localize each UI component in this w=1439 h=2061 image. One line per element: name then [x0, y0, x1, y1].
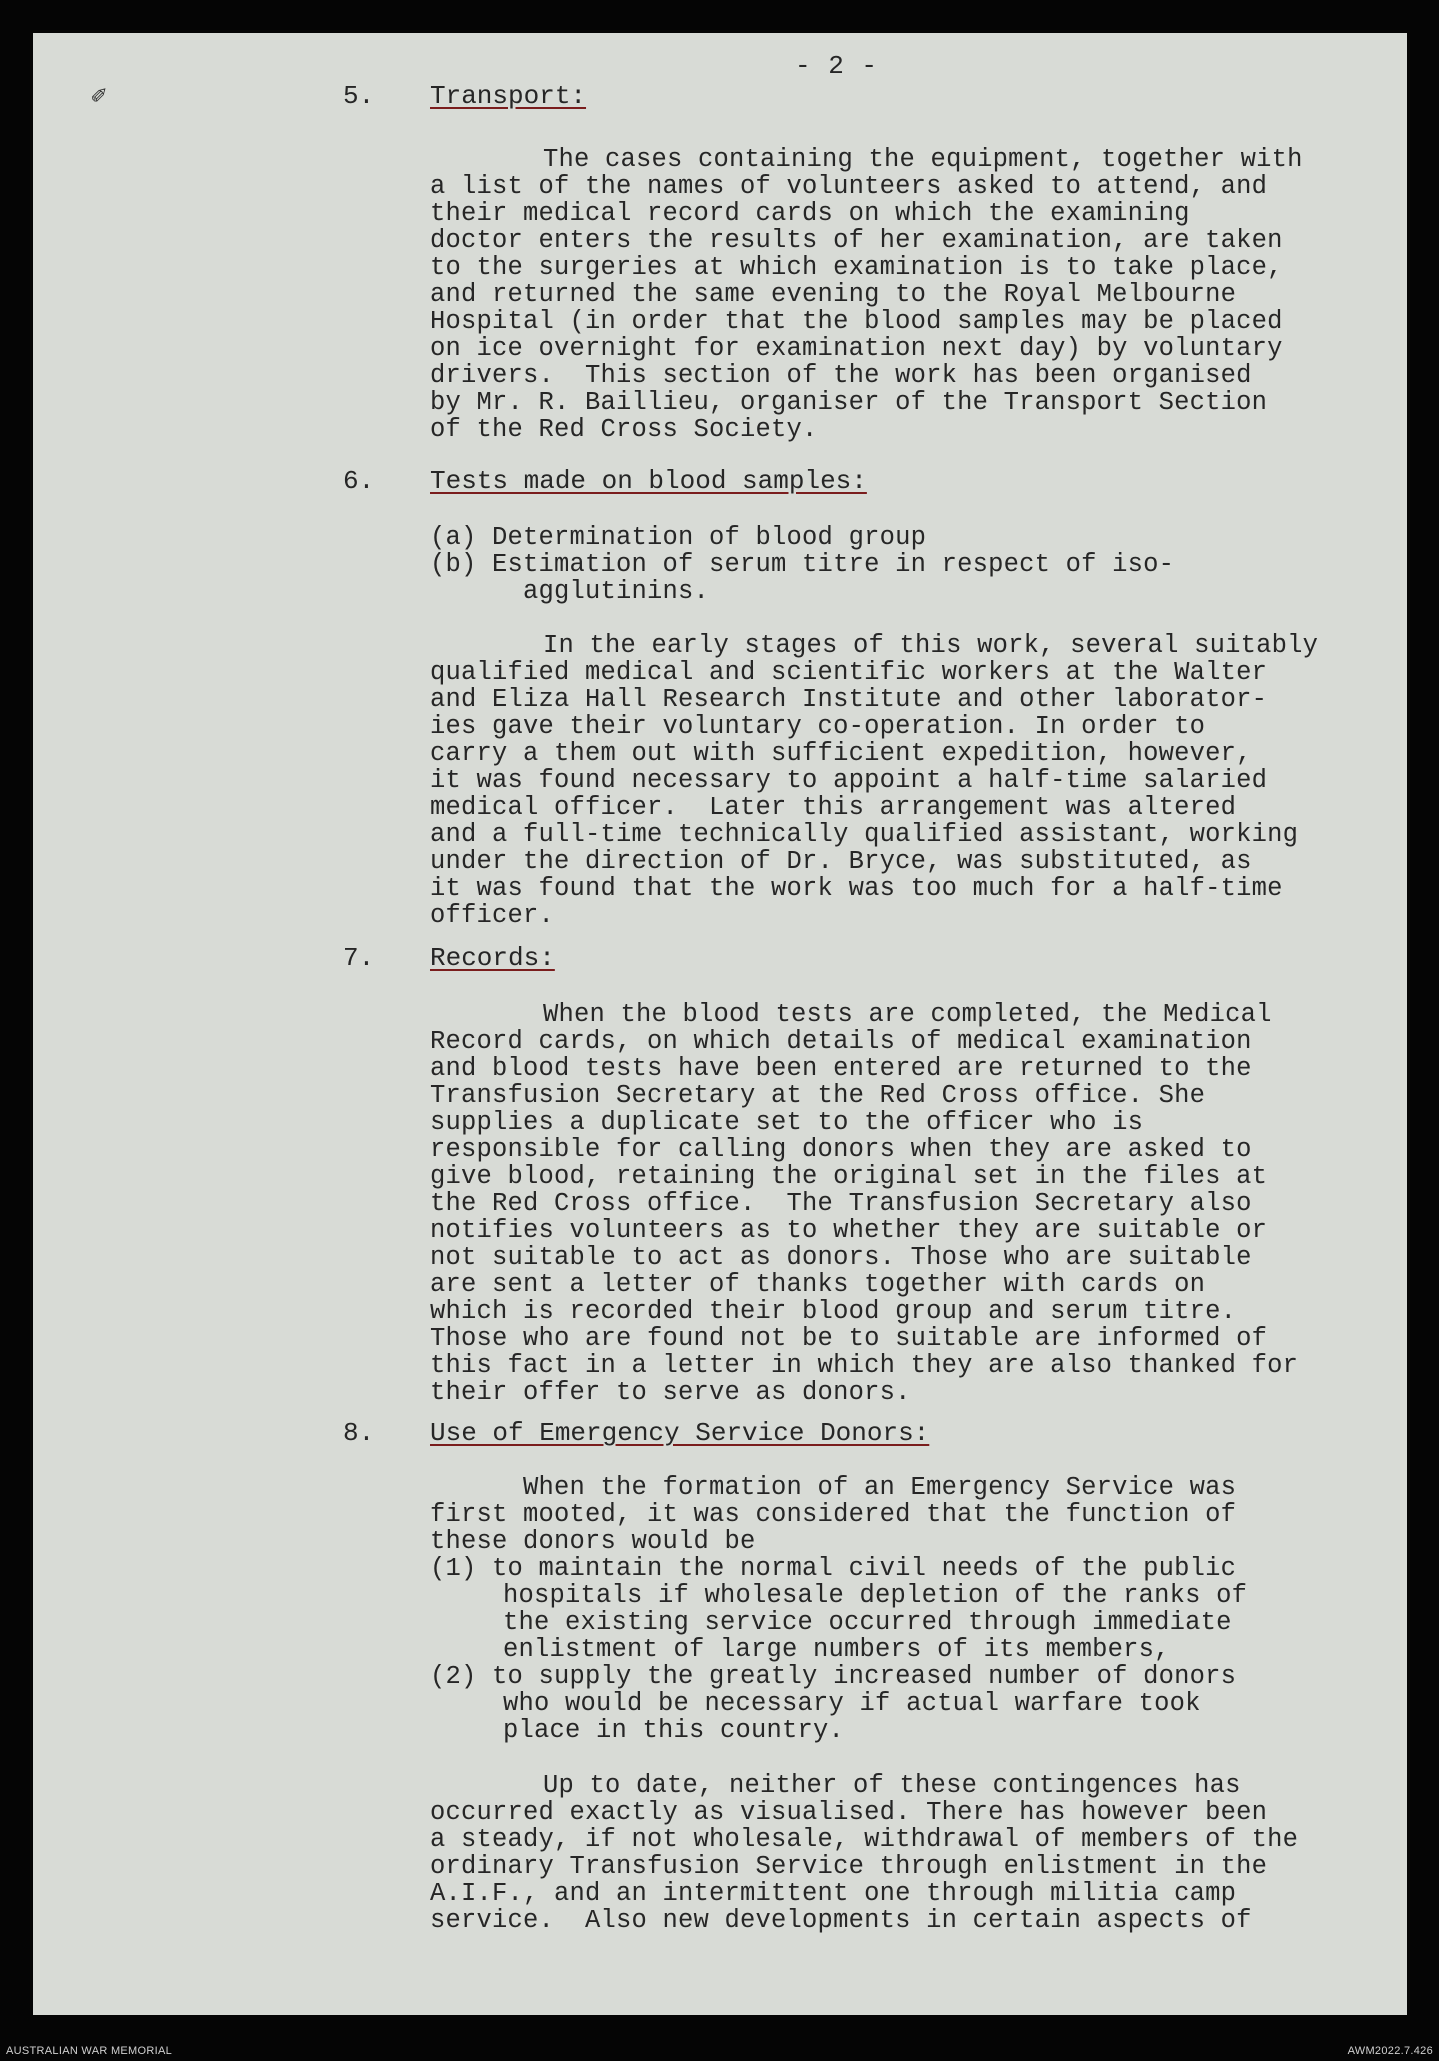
text-line: a steady, if not wholesale, withdrawal of members of the	[430, 1825, 1299, 1854]
text-line: ies gave their voluntary co-operation. In order to	[430, 712, 1206, 741]
footer-left: AUSTRALIAN WAR MEMORIAL	[6, 2045, 173, 2057]
text-line: hospitals if wholesale depletion of the ranks of	[503, 1581, 1248, 1610]
page-number: - 2 -	[795, 51, 879, 81]
section-number: 8.	[343, 1418, 375, 1448]
text-line: the Red Cross office. The Transfusion Secretary also	[430, 1189, 1252, 1218]
pencil-mark: ✐	[91, 82, 107, 112]
text-line: responsible for calling donors when they are asked to	[430, 1135, 1252, 1164]
text-line: Those who are found not be to suitable are informed of	[430, 1324, 1268, 1353]
text-line: which is recorded their blood group and serum titre.	[430, 1297, 1237, 1326]
text-line: it was found that the work was too much for a half-time	[430, 874, 1283, 903]
text-line: place in this country.	[503, 1716, 845, 1745]
text-line: agglutinins.	[523, 577, 710, 606]
text-line: give blood, retaining the original set in the files at	[430, 1162, 1268, 1191]
section-heading: Use of Emergency Service Donors:	[430, 1418, 930, 1448]
text-line: Up to date, neither of these contingences has	[543, 1771, 1241, 1800]
text-line: a list of the names of volunteers asked to attend, and	[430, 172, 1268, 201]
text-line: not suitable to act as donors. Those who are suitable	[430, 1243, 1252, 1272]
text-line: (a) Determination of blood group	[430, 523, 927, 552]
text-line: supplies a duplicate set to the officer who is	[430, 1108, 1144, 1137]
document-page	[33, 33, 1407, 2015]
text-line: and a full-time technically qualified assistant, working	[430, 820, 1299, 849]
text-line: the existing service occurred through immediate	[503, 1608, 1232, 1637]
section-number: 6.	[343, 466, 375, 496]
text-line: (b) Estimation of serum titre in respect of iso-	[430, 550, 1175, 579]
text-line: In the early stages of this work, several suitably	[543, 631, 1319, 660]
text-line: are sent a letter of thanks together with cards on	[430, 1270, 1206, 1299]
text-line: Hospital (in order that the blood samples may be placed	[430, 307, 1283, 336]
text-line: who would be necessary if actual warfare took	[503, 1689, 1201, 1718]
text-line: on ice overnight for examination next day) by voluntary	[430, 334, 1283, 363]
text-line: (1) to maintain the normal civil needs of the public	[430, 1554, 1237, 1583]
text-line: it was found necessary to appoint a half-time salaried	[430, 766, 1268, 795]
text-line: to the surgeries at which examination is to take place,	[430, 253, 1283, 282]
footer-right: AWM2022.7.426	[1347, 2045, 1433, 2057]
text-line: Record cards, on which details of medical examination	[430, 1027, 1252, 1056]
text-line: notifies volunteers as to whether they are suitable or	[430, 1216, 1268, 1245]
text-line: and blood tests have been entered are returned to the	[430, 1054, 1252, 1083]
text-line: by Mr. R. Baillieu, organiser of the Transport Section	[430, 388, 1268, 417]
text-line: medical officer. Later this arrangement was altered	[430, 793, 1237, 822]
text-line: under the direction of Dr. Bryce, was substituted, as	[430, 847, 1252, 876]
section-number: 7.	[343, 943, 375, 973]
text-line: (2) to supply the greatly increased number of donors	[430, 1662, 1237, 1691]
section-heading: Records:	[430, 943, 555, 973]
text-line: service. Also new developments in certain aspects of	[430, 1906, 1252, 1935]
text-line: A.I.F., and an intermittent one through militia camp	[430, 1879, 1237, 1908]
text-line: this fact in a letter in which they are also thanked for	[430, 1351, 1299, 1380]
text-line: and Eliza Hall Research Institute and other laborator-	[430, 685, 1268, 714]
text-line: The cases containing the equipment, together with	[543, 145, 1303, 174]
text-line: occurred exactly as visualised. There has however been	[430, 1798, 1268, 1827]
text-line: of the Red Cross Society.	[430, 415, 818, 444]
text-line: doctor enters the results of her examination, are taken	[430, 226, 1283, 255]
text-line: When the formation of an Emergency Service was	[523, 1473, 1237, 1502]
text-line: Transfusion Secretary at the Red Cross office. She	[430, 1081, 1206, 1110]
section-number: 5.	[343, 81, 375, 111]
text-line: first mooted, it was considered that the function of	[430, 1500, 1237, 1529]
text-line: officer.	[430, 901, 555, 930]
text-line: When the blood tests are completed, the Medical	[543, 1000, 1272, 1029]
text-line: and returned the same evening to the Royal Melbourne	[430, 280, 1237, 309]
text-line: their medical record cards on which the examining	[430, 199, 1190, 228]
text-line: their offer to serve as donors.	[430, 1378, 911, 1407]
text-line: drivers. This section of the work has been organised	[430, 361, 1252, 390]
text-line: enlistment of large numbers of its members,	[503, 1635, 1170, 1664]
text-line: ordinary Transfusion Service through enlistment in the	[430, 1852, 1268, 1881]
text-line: carry a them out with sufficient expedition, however,	[430, 739, 1252, 768]
text-line: these donors would be	[430, 1527, 756, 1556]
section-heading: Transport:	[430, 81, 587, 111]
text-line: qualified medical and scientific workers at the Walter	[430, 658, 1268, 687]
section-heading: Tests made on blood samples:	[430, 466, 867, 496]
